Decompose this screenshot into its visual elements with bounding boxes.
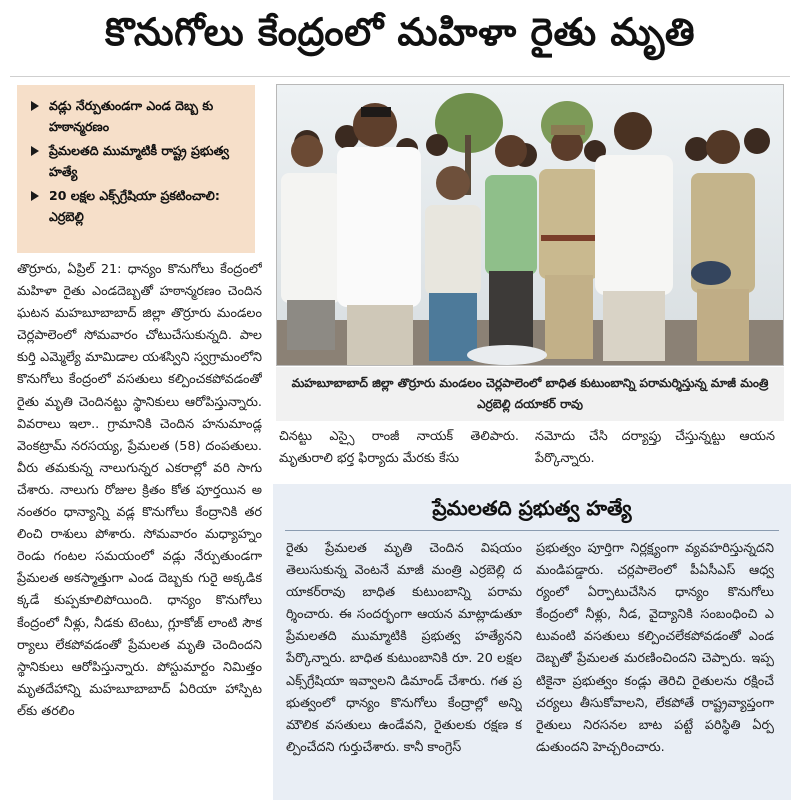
highlight-item	[29, 140, 243, 182]
article-column-left: తొర్రూరు, ఏప్రిల్ 21: ధాన్యం కొనుగోలు కేంద్రంలో మహిళా రైతు ఎండదెబ్బతో హఠాన్మరణం చెందిన ఘటన మహబూబాబాద్ జిల్లా తొర్రూరు మండలం చెర్లపాలెంలో సోమవారం చోటుచేసుకున్నది. పాలకుర్తి ఎమ్మెల్యే మామిడాల యశస్విని స్వగ్రామంలోని కొనుగోలు కేంద్రంలో వసతులు కల్పించకపోవడంతో రైతు మృతి చెందినట్టు స్థానికులు ఆరోపిస్తున్నారు. వివరాలు ఇలా.. గ్రామానికి చెందిన హనుమాండ్ల వెంకట్రామ్ నరసయ్య, ప్రేమలత (58) దంపతులు. వీరు తమకున్న నాలుగున్నర ఎకరాల్లో వరి సాగు చేశారు. నాలుగు రోజుల క్రితం కోత పూర్తయిన అనంతరం ధాన్యాన్ని వడ్ల కొనుగోలు కేంద్రానికి తరలించి రాశులు పోశారు. సోమవారం మధ్యాహ్నం రెండు గంటల సమయంలో వడ్లు నేర్పుతుండగా ప్రేమలత అకస్మాత్తుగా ఎండ దెబ్బకు గురై అక్కడికక్కడే కుప్పకూలిపోయింది. ధాన్యం కొనుగోలు కేంద్రంలో నీళ్లు, నీడకు టెంటు, గ్లూకోజ్ లాంటి సౌకర్యాలు లేకపోవడంతో ప్రేమలత మృతి చెందిందని స్థానికులు ఆరోపిస్తున్నారు. పోస్టుమార్టం నిమిత్తం మృతదేహాన్ని మహబూబాబాద్ ఏరియా హాస్పిటల్‌కు తరలిం	[17, 262, 262, 719]
news-photo-illustration	[277, 85, 784, 366]
photo-caption: మహబూబాబాద్ జిల్లా తొర్రూరు మండలం చెర్లపాలెంలో బాధిత కుటుంబాన్ని పరామర్శిస్తున్న మాజీ మంత్రి ఎర్రబెల్లి దయాకర్ రావు	[276, 367, 784, 421]
highlight-text: 20 లక్షల ఎక్స్‌గ్రేషియా ప్రకటించాలి: ఎర్రబెల్లి	[49, 188, 220, 224]
box-column-right: ప్రభుత్వం పూర్తిగా నిర్లక్ష్యంగా వ్యవహరిస్తున్నదని మండిపడ్డారు. చర్లపాలెంలో పీఏసీఎస్ ఆధ్వర్యంలో ఏర్పాటుచేసిన ధాన్యం కొనుగోలు కేంద్రంలో నీళ్లు, నీడ, వైద్యానికి సంబంధించి ఎటువంటి వసతులు కల్పించలేకపోవడంతో ఎండదెబ్బతో ప్రేమలత మరణించిందని చెప్పారు. ఇప్పటికైనా ప్రభుత్వం కండ్లు తెరిచి రైతులను రక్షించే చర్యలు తీసుకోవాలని, లేకపోతే రాష్ట్రవ్యాప్తంగా రైతులు నిరసనల బాట పట్టే పరిస్థితి ఏర్పడుతుందని హెచ్చరించారు.	[536, 541, 774, 755]
bullet-triangle-icon	[31, 191, 39, 201]
subhead-divider	[285, 530, 779, 531]
highlights-box	[17, 85, 255, 253]
news-photo	[276, 84, 784, 366]
highlight-text: ప్రేమలతది ముమ్మాటికీ రాష్ట్ర ప్రభుత్వ హత్యే	[49, 143, 229, 179]
highlight-item	[29, 95, 243, 137]
bullet-triangle-icon	[31, 146, 39, 156]
headline-rule	[10, 76, 790, 77]
headline: కొనుగోలు కేంద్రంలో మహిళా రైతు మృతి	[104, 10, 696, 54]
article-column-right: నమోదు చేసి దర్యాప్తు చేస్తున్నట్టు ఆయన పేర్కొన్నారు.	[535, 429, 775, 467]
box-column-left: రైతు ప్రేమలత మృతి చెందిన విషయం తెలుసుకున్న వెంటనే మాజీ మంత్రి ఎర్రబెల్లి దయాకర్‌రావు బాధిత కుటుంబాన్ని పరామర్శించారు. ఈ సందర్భంగా ఆయన మాట్లాడుతూ ప్రేమలతది ముమ్మాటికి ప్రభుత్వ హత్యేనని పేర్కొన్నారు. బాధిత కుటుంబానికి రూ. 20 లక్షల ఎక్స్‌గ్రేషియా ఇవ్వాలని డిమాండ్ చేశారు. గత ప్రభుత్వంలో ధాన్యం కొనుగోలు కేంద్రాల్లో అన్ని మౌలిక వసతులు ఉండేవని, రైతులకు రక్షణ కల్పించేదని గుర్తుచేశారు. కానీ కాంగ్రెస్	[286, 541, 522, 755]
article-column-mid: చినట్టు ఎస్సై రాంజీ నాయక్ తెలిపారు. మృతురాలి భర్త ఫిర్యాదు మేరకు కేసు	[279, 429, 519, 467]
box-subhead: ప్రేమలతది ప్రభుత్వ హత్యే	[432, 496, 632, 520]
highlight-item	[29, 185, 243, 227]
bullet-triangle-icon	[31, 101, 39, 111]
highlight-text: వడ్లు నేర్పుతుండగా ఎండ దెబ్బ కు హఠాన్మరణం	[49, 98, 214, 134]
